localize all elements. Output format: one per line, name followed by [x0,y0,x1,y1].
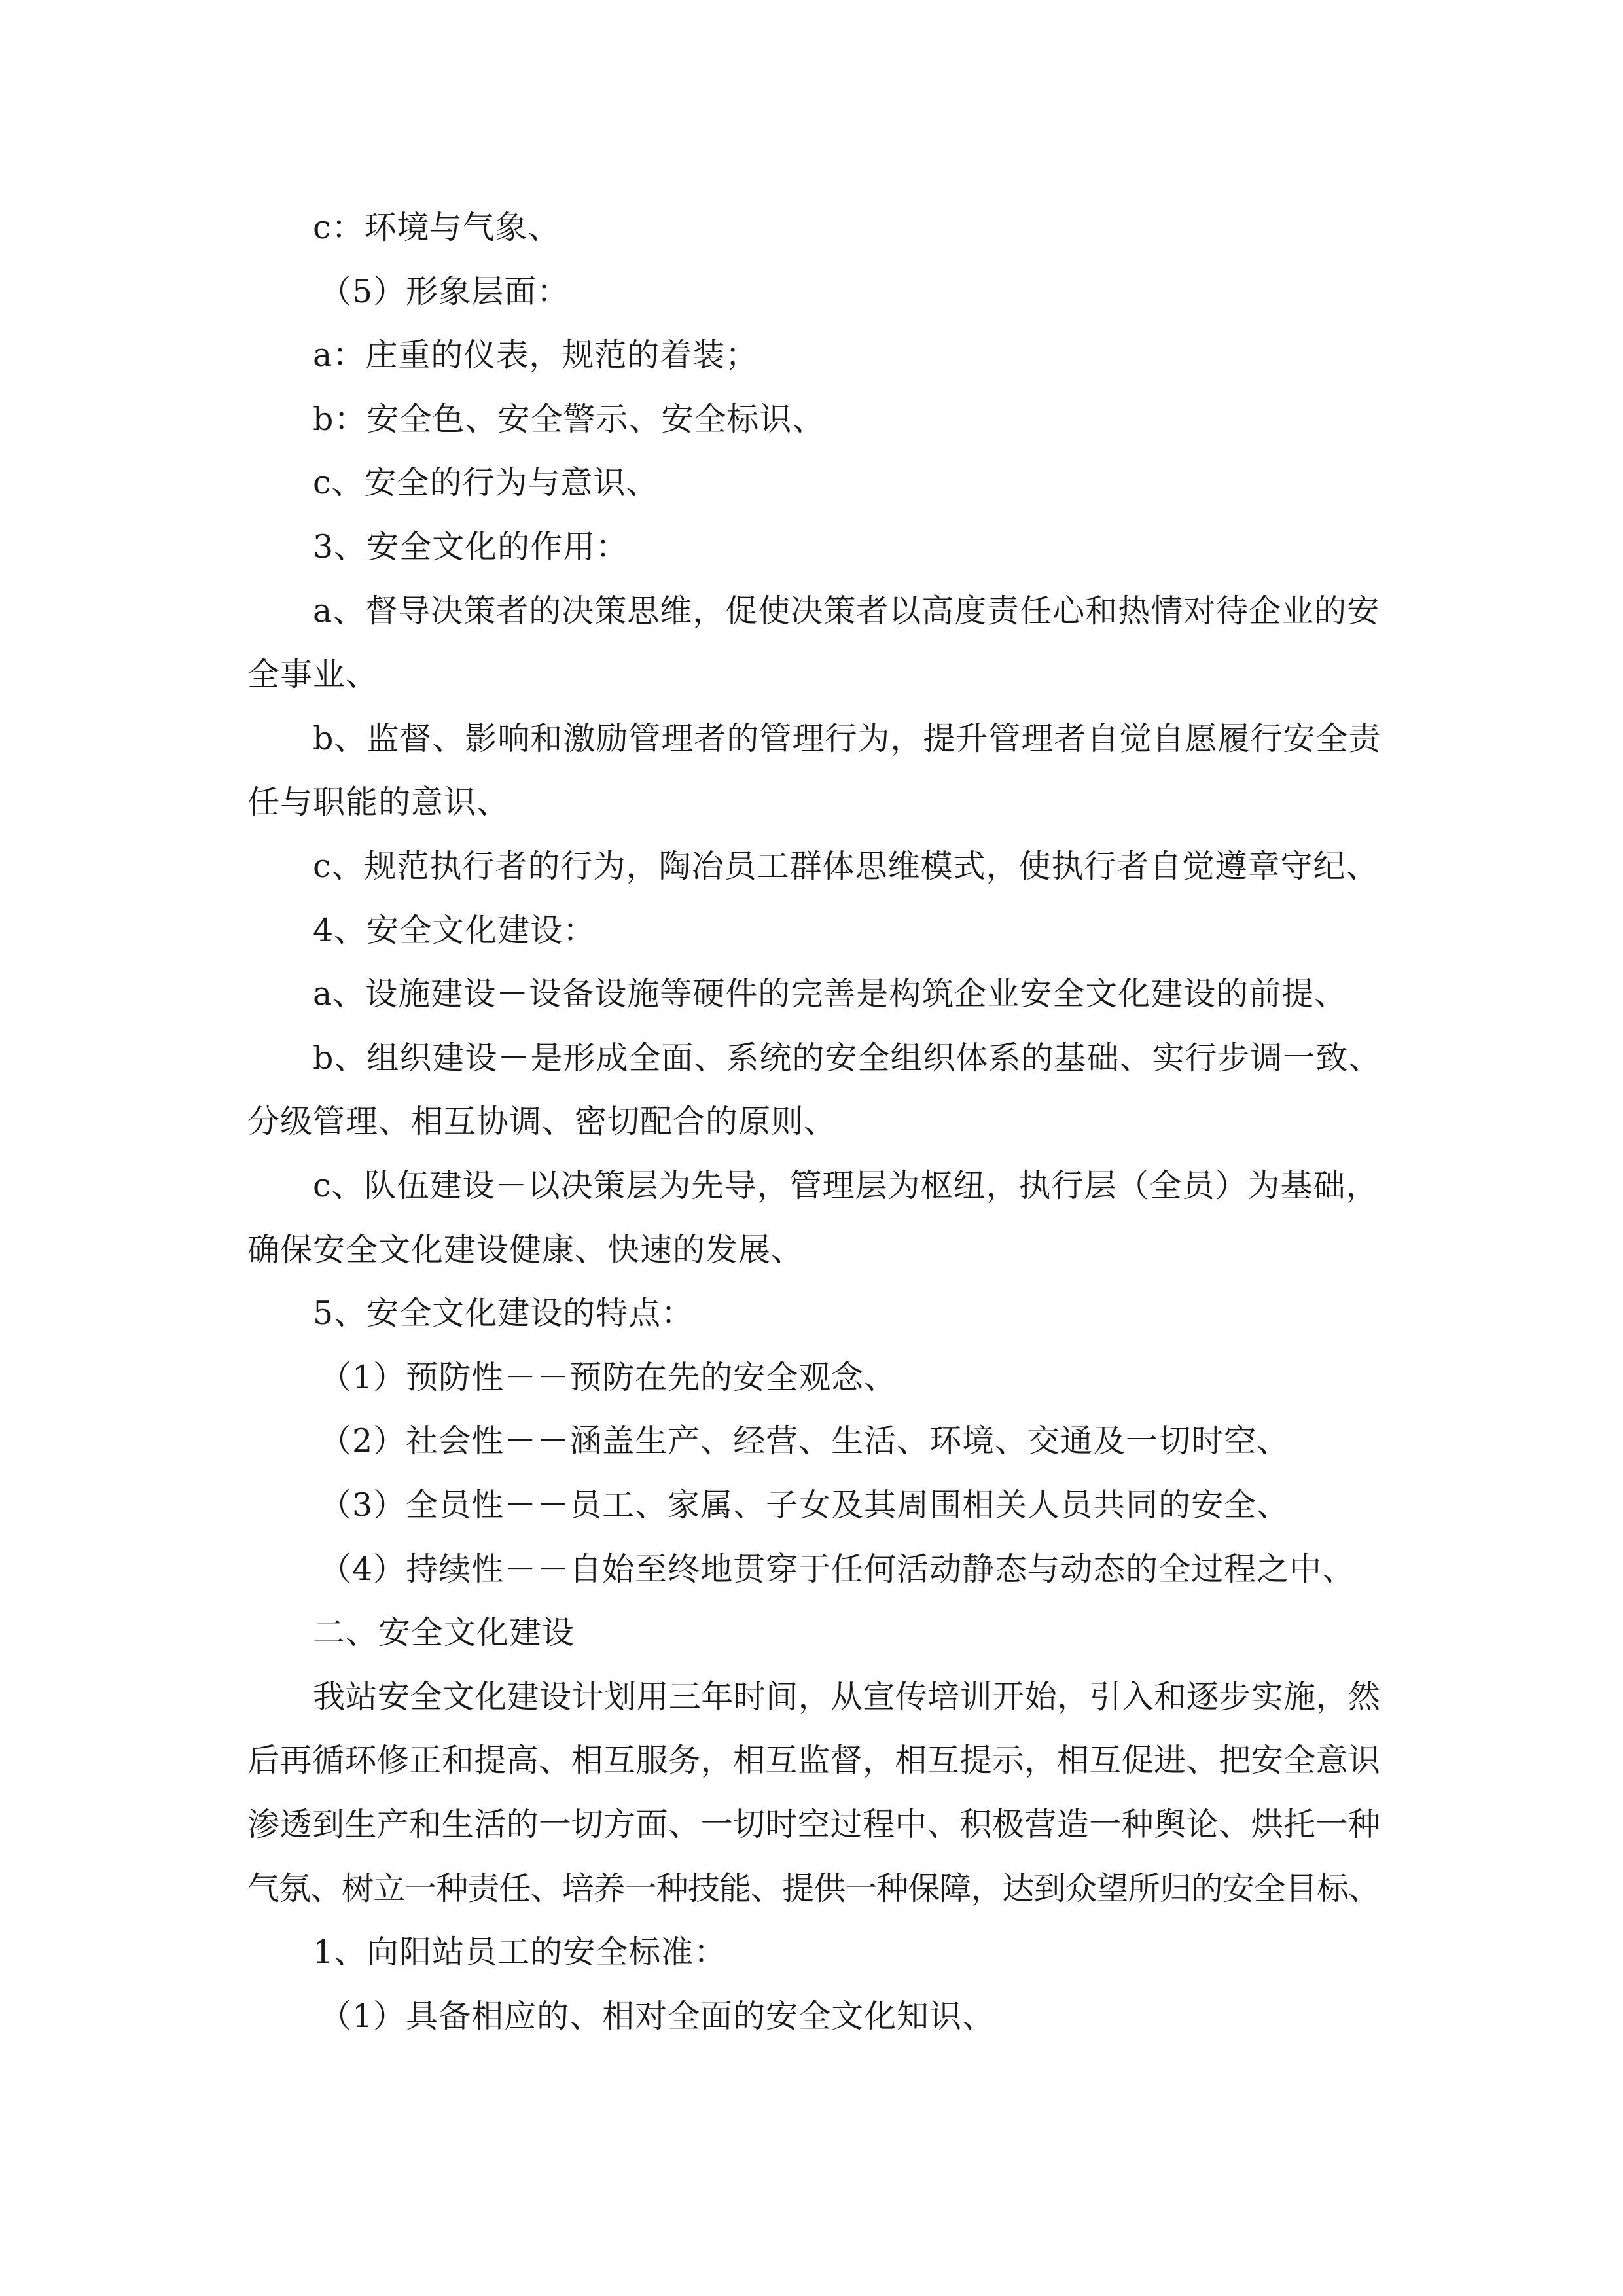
text-line: 分级管理、相互协调、密切配合的原则、 [247,1103,837,1140]
text-line: （2）社会性－－涵盖生产、经营、生活、环境、交通及一切时空、 [319,1422,1290,1460]
text-line: c、队伍建设－以决策层为先导，管理层为枢纽，执行层（全员）为基础， [313,1167,1379,1204]
text-line: 3、安全文化的作用： [313,528,629,565]
text-line: （4）持续性－－自始至终地贯穿于任何活动静态与动态的全过程之中、 [319,1551,1355,1588]
text-line: 1、向阳站员工的安全标准： [313,1933,727,1971]
text-line: 我站安全文化建设计划用三年时间，从宣传培训开始，引入和逐步实施，然 [313,1678,1381,1715]
text-line: c、安全的行为与意识、 [313,464,659,501]
text-line: 全事业、 [247,656,379,693]
section-heading: 二、安全文化建设 [313,1614,575,1651]
text-line: 渗透到生产和生活的一切方面、一切时空过程中、积极营造一种舆论、烘托一种 [247,1806,1381,1843]
text-line: 任与职能的意识、 [247,783,510,821]
text-line: a、设施建设－设备设施等硬件的完善是构筑企业安全文化建设的前提、 [313,975,1347,1013]
text-line: c、规范执行者的行为，陶冶员工群体思维模式，使执行者自觉遵章守纪、 [313,848,1379,885]
text-line: b、监督、影响和激励管理者的管理行为，提升管理者自觉自愿履行安全责 [313,720,1382,757]
text-line: （5）形象层面： [319,273,570,310]
text-line: b、组织建设－是形成全面、系统的安全组织体系的基础、实行步调一致、 [313,1039,1382,1077]
text-line: 5、安全文化建设的特点： [313,1295,694,1332]
text-line: b：安全色、安全警示、安全标识、 [313,401,825,438]
text-line: 确保安全文化建设健康、快速的发展、 [247,1231,804,1268]
text-line: （1）具备相应的、相对全面的安全文化知识、 [319,1998,995,2035]
text-line: （3）全员性－－员工、家属、子女及其周围相关人员共同的安全、 [319,1486,1290,1524]
text-line: 4、安全文化建设： [313,912,596,949]
text-line: a、督导决策者的决策思维，促使决策者以高度责任心和热情对待企业的安 [313,592,1380,630]
text-line: 后再循环修正和提高、相互服务，相互监督，相互提示，相互促进、把安全意识 [247,1742,1381,1779]
text-line: 气氛、树立一种责任、培养一种技能、提供一种保障，达到众望所归的安全目标、 [247,1870,1380,1907]
text-line: c：环境与气象、 [313,209,561,246]
text-line: a：庄重的仪表，规范的着装； [313,336,758,374]
text-line: （1）预防性－－预防在先的安全观念、 [319,1359,897,1396]
